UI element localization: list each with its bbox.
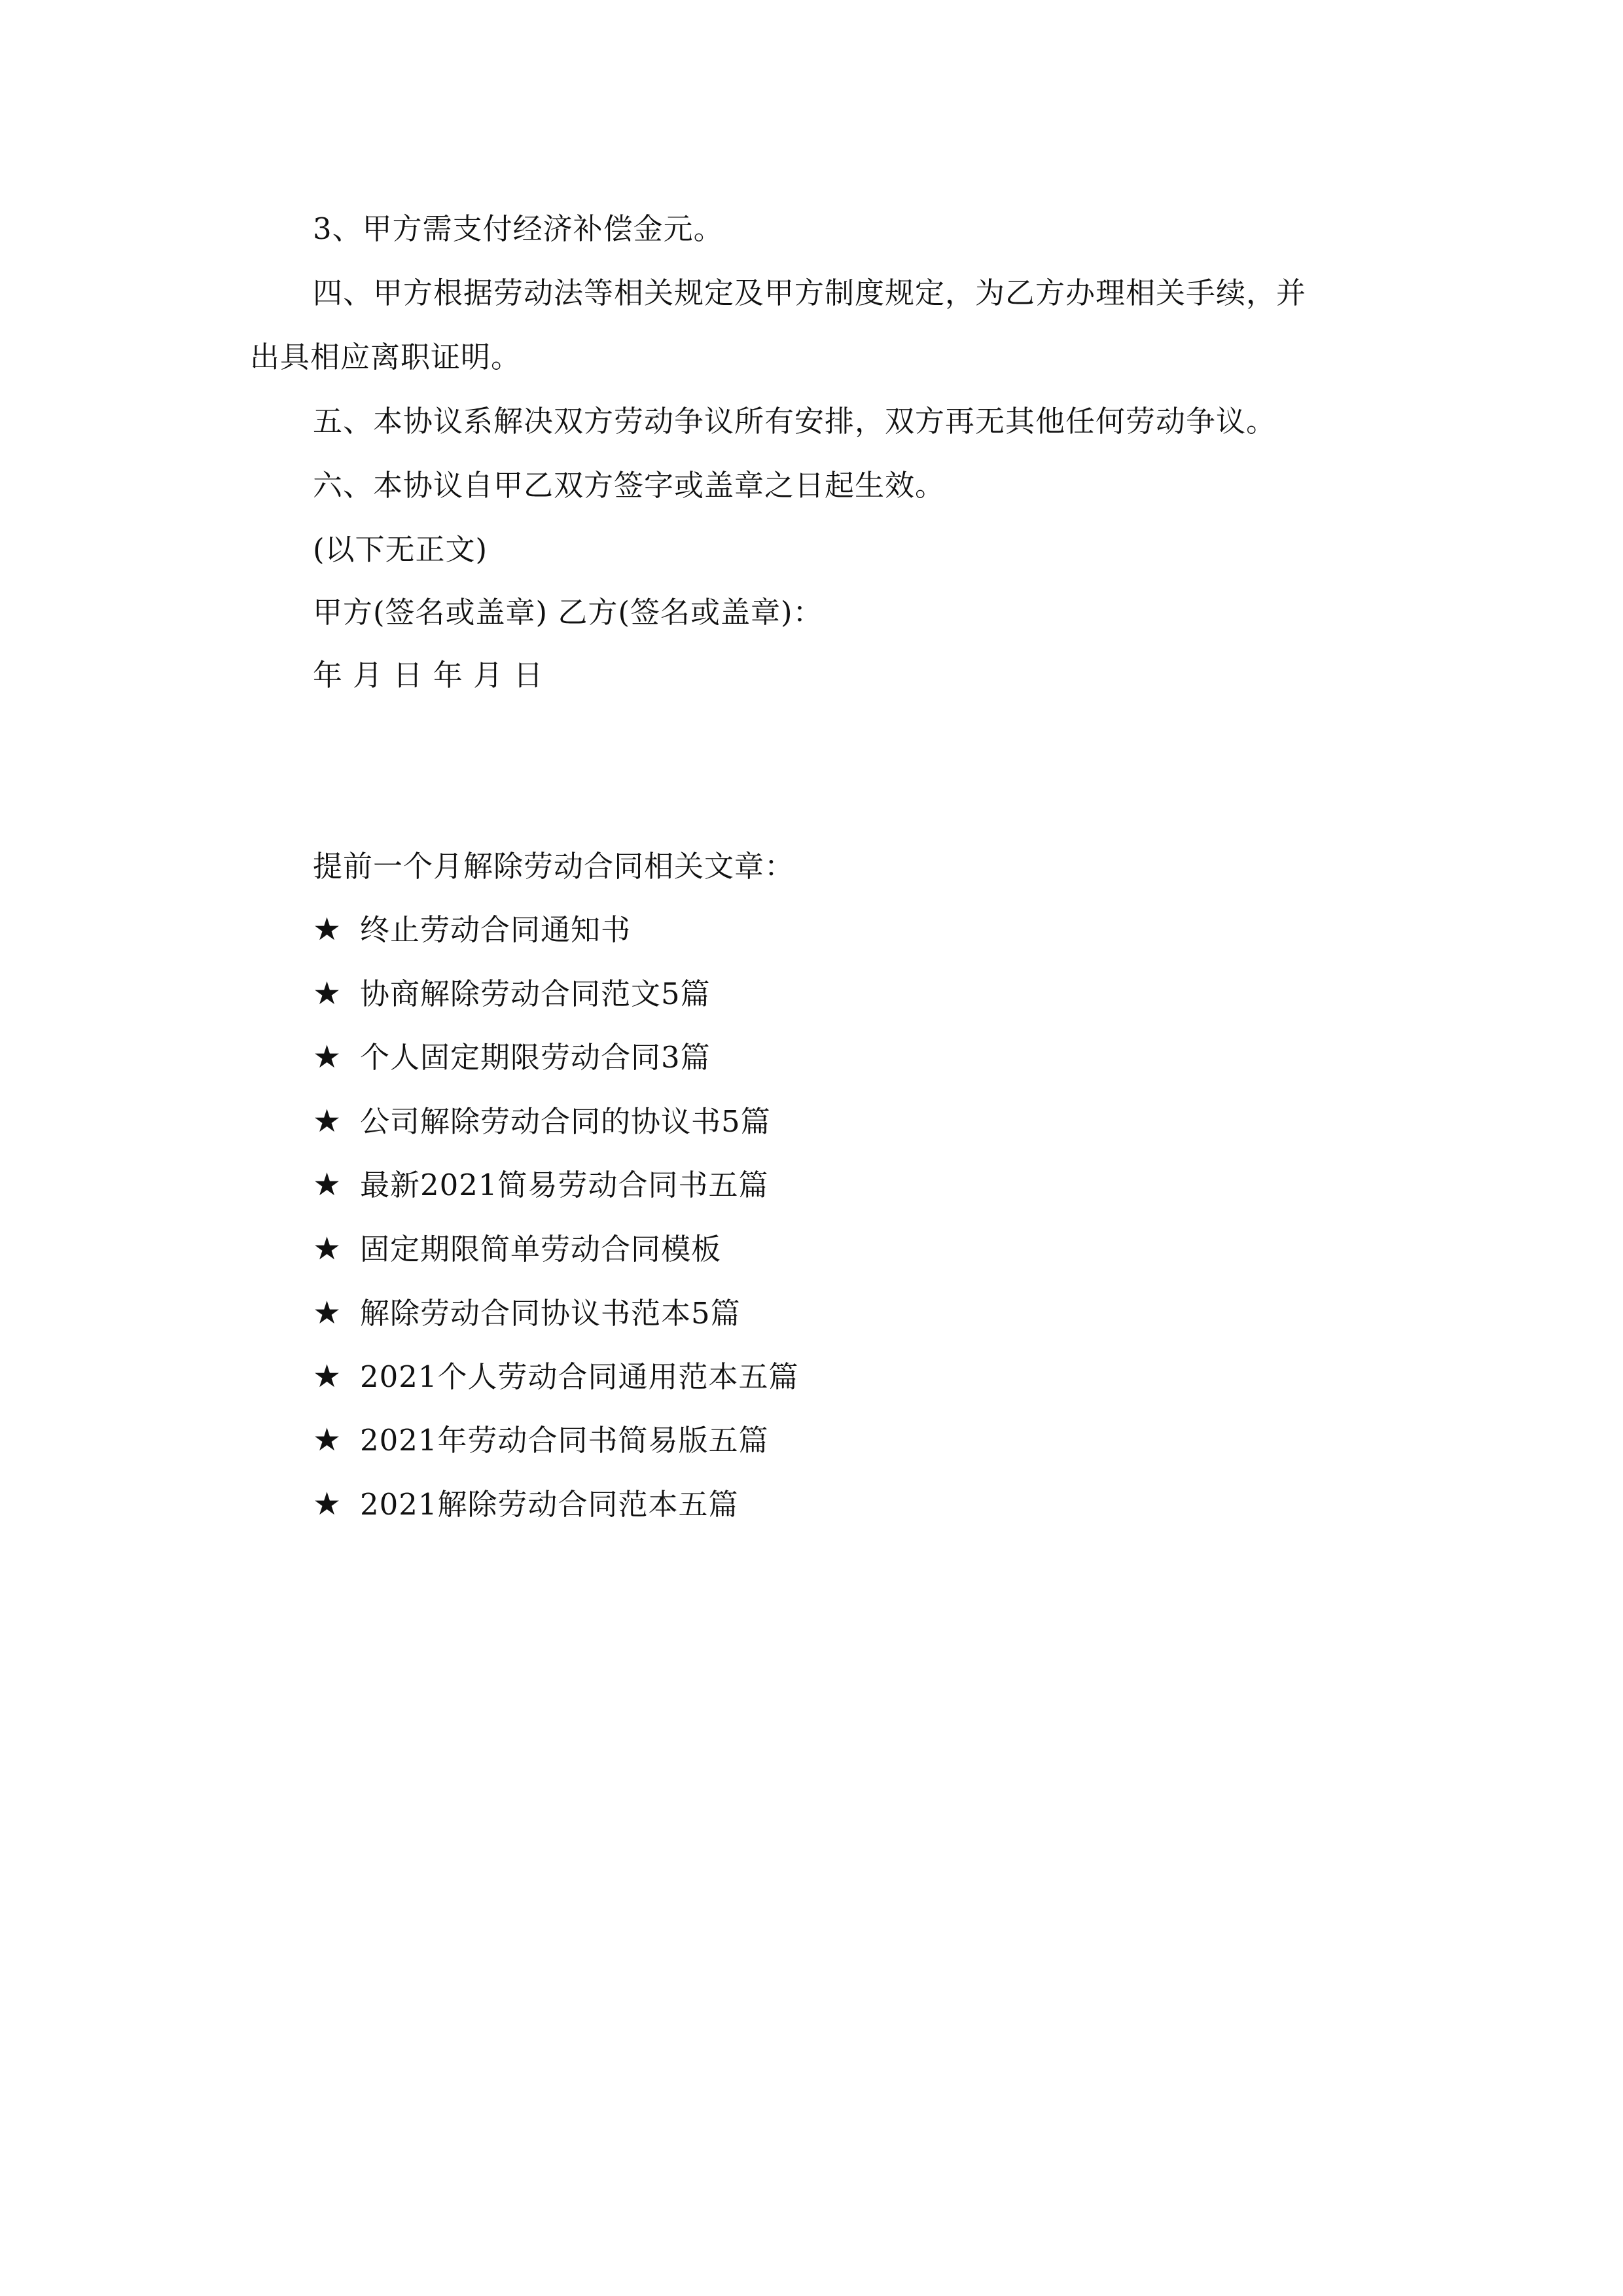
related-articles-heading: 提前一个月解除劳动合同相关文章：	[313, 849, 795, 884]
related-article-title: 固定期限简单劳动合同模板	[360, 1232, 722, 1266]
clause-4-line-1: 四、甲方根据劳动法等相关规定及甲方制度规定，为乙方办理相关手续，并	[313, 276, 1307, 310]
related-article-title: 2021年劳动合同书简易版五篇	[360, 1423, 769, 1458]
related-article-item[interactable]	[313, 1039, 711, 1076]
related-article-item[interactable]	[313, 1103, 771, 1140]
related-article-title: 2021解除劳动合同范本五篇	[360, 1487, 739, 1522]
related-article-title: 最新2021简易劳动合同书五篇	[360, 1168, 769, 1202]
clause-6: 六、本协议自甲乙双方签字或盖章之日起生效。	[313, 468, 946, 503]
related-article-item[interactable]	[313, 1358, 799, 1395]
clause-3-compensation: 3、甲方需支付经济补偿金元。	[313, 211, 724, 246]
related-article-title: 终止劳动合同通知书	[360, 912, 632, 947]
related-article-title: 个人固定期限劳动合同3篇	[360, 1040, 711, 1075]
related-article-item[interactable]	[313, 911, 631, 948]
related-article-item[interactable]	[313, 1422, 769, 1459]
related-article-title: 2021个人劳动合同通用范本五篇	[360, 1359, 799, 1394]
related-article-item[interactable]	[313, 1486, 739, 1523]
related-article-title: 解除劳动合同协议书范本5篇	[360, 1296, 741, 1331]
clause-4-line-2: 出具相应离职证明。	[250, 340, 522, 374]
related-article-title: 协商解除劳动合同范文5篇	[360, 977, 711, 1011]
star-icon: ★	[313, 1166, 342, 1203]
star-icon: ★	[313, 1039, 342, 1075]
clause-5: 五、本协议系解决双方劳动争议所有安排，双方再无其他任何劳动争议。	[313, 404, 1277, 439]
related-article-item[interactable]	[313, 975, 711, 1013]
signature-line: 甲方(签名或盖章) 乙方(签名或盖章)：	[313, 595, 823, 630]
date-line: 年 月 日 年 月 日	[313, 658, 544, 692]
related-article-item[interactable]	[313, 1166, 769, 1204]
star-icon: ★	[313, 1486, 342, 1522]
related-article-item[interactable]	[313, 1230, 721, 1268]
star-icon: ★	[313, 911, 342, 948]
related-article-title: 公司解除劳动合同的协议书5篇	[360, 1104, 771, 1139]
star-icon: ★	[313, 1103, 342, 1139]
no-further-text-note: (以下无正文)	[313, 532, 488, 567]
related-article-item[interactable]	[313, 1295, 741, 1332]
star-icon: ★	[313, 1230, 342, 1267]
star-icon: ★	[313, 1422, 342, 1458]
star-icon: ★	[313, 1295, 342, 1331]
star-icon: ★	[313, 975, 342, 1012]
star-icon: ★	[313, 1358, 342, 1395]
